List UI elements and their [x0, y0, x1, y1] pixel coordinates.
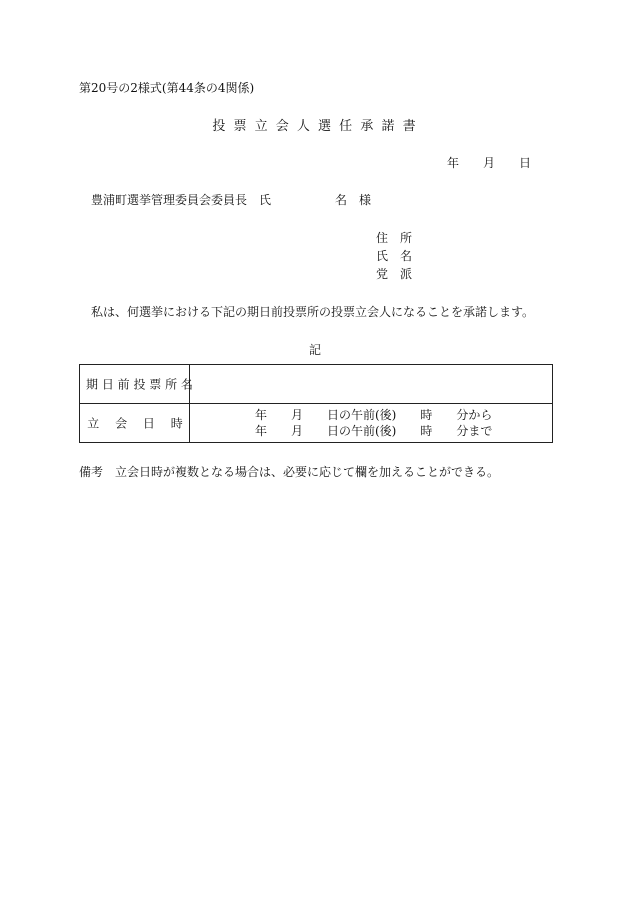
signer-party-label: 党 派 [376, 267, 413, 281]
datetime-label: 立 会 日 時 [87, 416, 183, 431]
polling-place-label: 期 日 前 投 票 所 名 [86, 377, 193, 392]
form-number: 第20号の2様式(第44条の4関係) [79, 81, 255, 95]
datetime-value-cell [190, 404, 552, 442]
remarks-note: 備考 立会日時が複数となる場合は、必要に応じて欄を加えることができる。 [79, 465, 500, 479]
addressee [91, 193, 372, 207]
time-from-line: 年 月 日の午前(後) 時 分から [255, 408, 493, 422]
ki-heading: 記 [308, 343, 321, 357]
details-table [79, 364, 553, 443]
datetime-label-cell [80, 404, 190, 442]
date-line: 年 月 日 [447, 156, 532, 170]
signer-address-label: 住 所 [376, 231, 413, 245]
table-row-datetime [80, 404, 552, 442]
addressee-suffix: 名 様 [335, 193, 372, 207]
table-row-polling-place [80, 365, 552, 404]
document-title: 投 票 立 会 人 選 任 承 諾 書 [212, 119, 418, 134]
addressee-prefix: 豊浦町選挙管理委員会委員長 氏 [91, 193, 272, 207]
signer-name-label: 氏 名 [376, 249, 413, 263]
consent-statement: 私は、何選挙における下記の期日前投票所の投票立会人になることを承諾します。 [91, 305, 535, 319]
time-to-line: 年 月 日の午前(後) 時 分まで [255, 424, 493, 438]
polling-place-value-cell [190, 365, 552, 403]
polling-place-label-cell [80, 365, 193, 403]
